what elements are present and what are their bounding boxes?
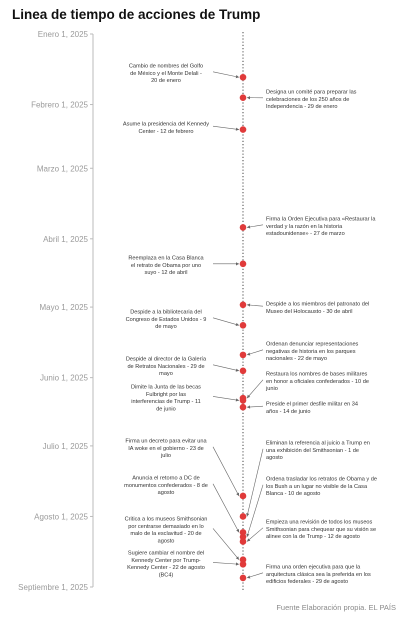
- event-leader: [213, 396, 239, 400]
- event-leader: [213, 126, 239, 129]
- event-label-line: Preside el primer desfile militar en 34: [266, 401, 359, 408]
- event-arrowhead: [236, 323, 239, 326]
- event-label-line: Firma un decreto para evitar una: [125, 438, 207, 445]
- event-leader: [213, 72, 239, 77]
- event-label-line: Despide al director de la Galería: [125, 356, 207, 363]
- event-label: [266, 477, 377, 497]
- event-label-line: Restaura los nombres de bases militares: [266, 371, 368, 378]
- event-label-line: interferencias de Trump - 11: [131, 399, 201, 406]
- event-label-line: Firma una orden ejecutiva para que la: [266, 564, 361, 571]
- event-label-line: Kennedy Center por Trump-: [131, 557, 201, 564]
- axis-date-label: Septiembre 1, 2025: [18, 583, 88, 592]
- event-label: [266, 217, 376, 237]
- event-label-line: Dimite la Junta de las becas: [131, 384, 201, 391]
- event-marker: [240, 302, 247, 309]
- event-label: [125, 517, 208, 545]
- event-label-line: monumentos confederados - 8 de: [124, 482, 208, 489]
- event-label: [126, 310, 207, 330]
- event-label: [126, 357, 207, 377]
- event-label-line: arquitectura clásica sea la preferida en los: [266, 571, 371, 578]
- event-leaders: [213, 72, 263, 579]
- event-arrowhead: [236, 398, 239, 401]
- event-label-line: junio: [266, 386, 278, 393]
- event-label-line: Independencia - 29 de enero: [266, 104, 338, 111]
- axis-date-label: Julio 1, 2025: [42, 441, 88, 451]
- event-marker: [240, 261, 247, 268]
- event-marker: [240, 94, 247, 101]
- event-arrowhead: [247, 405, 250, 408]
- event-label-line: Eliminan la referencia al juicio a Trump en: [266, 440, 370, 447]
- event-label-line: de junio: [156, 406, 176, 413]
- event-label-line: Sugiere cambiar el nombre del: [127, 550, 205, 557]
- event-label-line: Despide a la bibliotecaria del: [130, 309, 202, 316]
- event-leader: [213, 484, 239, 533]
- event-label-line: Firma la Orden Ejecutiva para «Restaurar la: [266, 216, 376, 223]
- event-label-line: celebraciones de los 250 años de: [266, 96, 350, 103]
- event-label-line: Critica a los museos Smithsonian: [124, 516, 208, 523]
- event-label: [266, 441, 370, 461]
- event-marker: [240, 352, 247, 359]
- axis-date-label: Agosto 1, 2025: [34, 512, 88, 522]
- event-label-line: agosto: [266, 455, 283, 462]
- event-leader: [247, 449, 263, 517]
- event-label-line: Anuncia el retorno a DC de: [132, 475, 200, 482]
- event-arrowhead: [247, 575, 250, 578]
- event-arrowhead: [236, 262, 239, 265]
- axis-date-label: Mayo 1, 2025: [39, 303, 88, 313]
- event-label: [124, 476, 208, 496]
- event-label: [127, 551, 205, 579]
- date-axis: [18, 30, 93, 592]
- event-label-line: Fulbright por las: [145, 391, 187, 398]
- event-label-line: de Retratos Nacionales - 29 de: [127, 363, 205, 370]
- axis-date-label: Enero 1, 2025: [37, 30, 88, 39]
- event-label-line: el retrato de Obama por uno: [130, 262, 202, 269]
- event-marker: [240, 513, 247, 520]
- event-arrowhead: [247, 352, 250, 355]
- event-label-line: mayo: [159, 371, 173, 378]
- event-marker: [240, 224, 247, 231]
- event-label-line: en honor a oficiales confederados - 10 de: [266, 378, 369, 385]
- event-leader: [213, 562, 239, 564]
- event-label-line: de mayo: [155, 324, 177, 331]
- event-label: [266, 90, 357, 110]
- event-arrowhead: [236, 562, 239, 565]
- event-label-line: nacionales - 22 de mayo: [266, 356, 327, 363]
- event-label-line: Blanca - 10 de agosto: [266, 491, 321, 498]
- event-label-line: negativas de historia en los parques: [266, 348, 356, 355]
- event-label-line: por centrarse demasiado en lo: [128, 523, 204, 530]
- event-marker: [240, 538, 247, 545]
- event-label-line: verdad y la razón en la historia: [266, 223, 343, 230]
- event-markers: [240, 74, 247, 581]
- event-arrowhead: [247, 96, 250, 99]
- event-label-line: agosto: [157, 538, 175, 545]
- event-label-line: Asume la presidencia del Kennedy: [122, 121, 210, 128]
- event-label: [266, 565, 371, 585]
- event-label: [266, 402, 358, 415]
- event-arrowhead: [236, 75, 239, 78]
- axis-date-label: Junio 1, 2025: [39, 373, 88, 383]
- event-marker: [240, 561, 247, 568]
- event-label-line: Despide a los miembros del patronato del: [266, 301, 370, 308]
- event-leader: [213, 447, 239, 496]
- event-label-line: alinee con la de Trump - 12 de agosto: [266, 534, 360, 541]
- event-label: [129, 64, 203, 84]
- event-marker: [240, 126, 247, 133]
- event-label: [125, 439, 207, 459]
- event-arrowhead: [236, 369, 239, 372]
- axis-date-label: Abril 1, 2025: [43, 234, 88, 244]
- event-marker: [240, 404, 247, 411]
- event-label-line: Reemplaza en la Casa Blanca: [128, 255, 204, 262]
- event-label-line: Center - 12 de febrero: [138, 128, 194, 135]
- event-label-line: de México y el Monte Delali -: [130, 70, 202, 77]
- event-label: [265, 372, 369, 392]
- event-marker: [240, 397, 247, 404]
- event-label-line: los Bush a un lugar no visible de la Casa: [266, 483, 368, 490]
- source-note: Fuente Elaboración propia. EL PAÍS: [276, 603, 396, 612]
- event-label-line: Ordenan denunciar representaciones: [266, 341, 359, 348]
- event-arrowhead: [247, 303, 250, 306]
- event-label: [123, 122, 209, 135]
- event-label-line: agosto: [157, 490, 175, 497]
- event-label: [266, 520, 376, 540]
- event-labels: [123, 64, 377, 585]
- event-label-line: Empieza una revisión de todos los museos: [266, 519, 373, 526]
- chart-title: Linea de tiempo de acciones de Trump: [12, 7, 261, 22]
- event-label-line: años - 14 de junio: [266, 408, 311, 415]
- event-label-line: una exhibición del Smithsonian - 1 de: [266, 447, 359, 454]
- event-label-line: (BC4): [158, 572, 174, 579]
- event-label-line: Cambio de nombres del Golfo: [128, 63, 204, 70]
- event-marker: [240, 575, 247, 582]
- axis-date-label: Marzo 1, 2025: [36, 164, 88, 174]
- event-label-line: Congreso de Estados Unidos - 9: [125, 316, 207, 323]
- event-marker: [240, 74, 247, 81]
- event-leader: [213, 528, 239, 559]
- event-leader: [213, 318, 239, 325]
- event-arrowhead: [247, 225, 250, 228]
- event-label-line: Designa un comité para preparar las: [266, 89, 357, 96]
- event-label: [266, 302, 369, 315]
- event-arrowhead: [246, 534, 249, 537]
- event-marker: [240, 322, 247, 329]
- event-leader: [247, 380, 263, 398]
- event-label-line: edificios federales - 29 de agosto: [266, 579, 349, 586]
- event-label: [266, 342, 359, 362]
- event-label-line: Museo del Holocausto - 30 de abril: [266, 308, 353, 315]
- event-marker: [240, 368, 247, 375]
- event-label-line: julio: [161, 453, 171, 460]
- event-leader: [247, 485, 263, 537]
- event-label-line: suyo - 12 de abril: [144, 270, 188, 277]
- event-arrowhead: [246, 513, 249, 516]
- event-leader: [213, 365, 239, 371]
- event-label-line: 20 de enero: [151, 78, 181, 85]
- event-label-line: estadounidense» - 27 de marzo: [266, 231, 345, 238]
- axis-date-label: Febrero 1, 2025: [31, 100, 88, 110]
- event-label-line: malo de la esclavitud - 20 de: [130, 531, 202, 538]
- event-label-line: Smithsonian para chequear que su visión se: [266, 526, 377, 533]
- event-label-line: Kennedy Center - 22 de agosto: [127, 565, 205, 572]
- event-marker: [240, 493, 247, 500]
- event-label: [131, 385, 201, 413]
- event-arrowhead: [236, 128, 239, 131]
- event-label: [128, 256, 204, 276]
- event-label-line: Ordena trasladar los retratos de Obama y de: [266, 476, 377, 483]
- event-label-line: IA woke en el gobierno - 23 de: [128, 445, 204, 452]
